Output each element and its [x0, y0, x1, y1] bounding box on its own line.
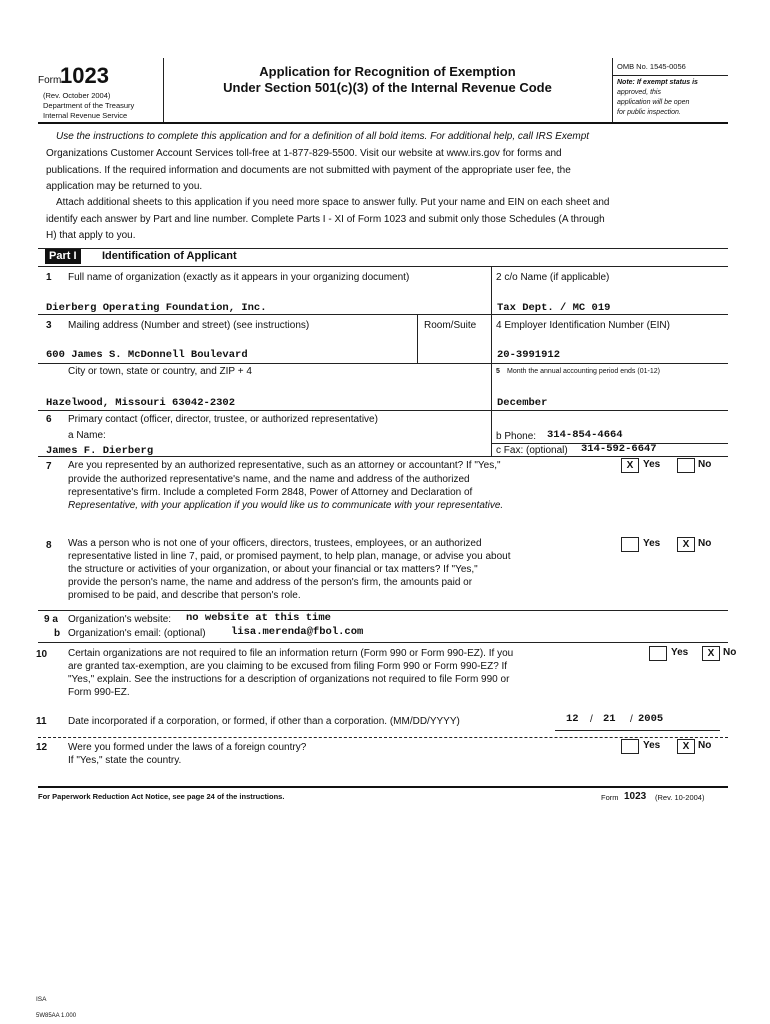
q7-line1: Are you represented by an authorized representative, such as an attorney or accountant? If "Yes,"	[68, 460, 501, 471]
line1-label: Full name of organization (exactly as it appears in your organizing document)	[68, 272, 410, 283]
q8-yes-label: Yes	[643, 538, 661, 549]
intro-line5: Attach additional sheets to this application if you need more space to answer fully. Put your name and EIN on each sheet and	[56, 197, 610, 208]
intro-line7: H) that apply to you.	[46, 230, 136, 241]
q8-line4: provide the person's name, the name and address of the person's firm, the amounts paid or	[68, 577, 473, 588]
line1-number: 1	[46, 272, 52, 283]
part-label: Part I	[45, 249, 81, 264]
q12-line1: Were you formed under the laws of a foreign country?	[68, 742, 307, 753]
line6b-label: b Phone:	[496, 431, 537, 442]
omb-number: OMB No. 1545-0056	[617, 62, 686, 71]
part-title: Identification of Applicant	[102, 250, 237, 262]
q7-no-checkbox[interactable]	[677, 458, 695, 473]
line6-number: 6	[46, 414, 52, 425]
q8-no-checkbox[interactable]: X	[677, 537, 695, 552]
line3-number: 3	[46, 320, 52, 331]
q9a-label: Organization's website:	[68, 614, 172, 625]
q7-line3: representative's firm. Include a completed Form 2848, Power of Attorney and Declaration of	[68, 487, 473, 498]
q8-no-label: No	[698, 538, 712, 549]
q7-yes-checkbox[interactable]: X	[621, 458, 639, 473]
q7-no-label: No	[698, 459, 712, 470]
q8-yes-checkbox[interactable]	[621, 537, 639, 552]
note-line1: Note: If exempt status is	[617, 79, 698, 86]
incorporation-day[interactable]: 21	[603, 713, 616, 725]
q10-line2: are granted tax-exemption, are you claiming to be excused from filing Form 990 or Form 990-EZ? If	[68, 661, 508, 672]
q10-line1: Certain organizations are not required to file an information return (Form 990 or Form 990-EZ). If you	[68, 648, 514, 659]
city-label: City or town, state or country, and ZIP + 4	[68, 366, 252, 377]
q9b-label: Organization's email: (optional)	[68, 628, 206, 639]
email-value[interactable]: lisa.merenda@fbol.com	[231, 626, 364, 638]
date-separator-1: /	[590, 714, 593, 725]
q10-yes-checkbox[interactable]	[649, 646, 667, 661]
q12-number: 12	[36, 742, 48, 753]
date-separator-2: /	[630, 714, 633, 725]
q7-line2: provide the authorized representative's name, and the name and address of the authorized	[68, 474, 470, 485]
note-line4: for public inspection.	[617, 109, 681, 116]
q10-yes-label: Yes	[671, 647, 689, 658]
intro-line1: Use the instructions to complete this application and for a definition of all bold items. For additional help, call IRS Exempt	[56, 131, 590, 142]
footer-form-revision: (Rev. 10-2004)	[655, 793, 705, 802]
line3-label: Mailing address (Number and street) (see instructions)	[68, 320, 310, 331]
org-name-value[interactable]: Dierberg Operating Foundation, Inc.	[46, 302, 267, 314]
department: Department of the Treasury	[43, 101, 135, 110]
form-number: 1023	[60, 63, 109, 88]
q7-number: 7	[46, 461, 52, 472]
note-line2: approved, this	[617, 89, 661, 96]
software-code: 5W85AA 1.000	[36, 1013, 77, 1019]
q9a-number: 9 a	[44, 614, 58, 625]
care-of-value[interactable]: Tax Dept. / MC 019	[497, 302, 611, 314]
intro-line4: application may be returned to you.	[46, 181, 203, 192]
q10-no-label: No	[723, 647, 737, 658]
form-title-line2: Under Section 501(c)(3) of the Internal Revenue Code	[223, 80, 552, 95]
city-value[interactable]: Hazelwood, Missouri 63042-2302	[46, 397, 236, 409]
line5-label: Month the annual accounting period ends (01-12)	[507, 368, 660, 375]
q12-yes-label: Yes	[643, 740, 661, 751]
q10-line3: "Yes," explain. See the instructions for a description of organizations not required to file Form 990 or	[68, 674, 510, 685]
q7-yes-label: Yes	[643, 459, 661, 470]
q12-yes-checkbox[interactable]	[621, 739, 639, 754]
line5-number: 5	[496, 368, 500, 375]
form-word: Form	[38, 75, 62, 86]
q10-line4: Form 990-EZ.	[68, 687, 130, 698]
q8-line2: representative listed in line 7, paid, or promised payment, to help plan, manage, or advise you about	[68, 551, 511, 562]
intro-line6: identify each answer by Part and line number. Complete Parts I - XI of Form 1023 and submit only those Schedules (A through	[46, 214, 605, 225]
footer-form-number: 1023	[624, 791, 647, 802]
line6c-label: c Fax: (optional)	[496, 445, 568, 456]
phone-value[interactable]: 314-854-4664	[547, 429, 623, 441]
q7-line4: Representative, with your application if you would like us to communicate with your representative.	[68, 500, 504, 511]
paperwork-notice: For Paperwork Reduction Act Notice, see page 24 of the instructions.	[38, 792, 285, 801]
line6a-label: a Name:	[68, 430, 106, 441]
contact-name-value[interactable]: James F. Dierberg	[46, 445, 154, 457]
room-suite-label: Room/Suite	[424, 320, 477, 331]
q8-number: 8	[46, 540, 52, 551]
q11-label: Date incorporated if a corporation, or formed, if other than a corporation. (MM/DD/YYYY)	[68, 716, 460, 727]
q11-number: 11	[36, 716, 47, 727]
q12-no-checkbox[interactable]: X	[677, 739, 695, 754]
isa-mark: ISA	[36, 996, 47, 1003]
form-title-line1: Application for Recognition of Exemption	[259, 64, 516, 79]
fax-value[interactable]: 314-592-6647	[581, 443, 657, 455]
incorporation-year[interactable]: 2005	[638, 713, 664, 725]
q10-no-checkbox[interactable]: X	[702, 646, 720, 661]
q8-line1: Was a person who is not one of your officers, directors, trustees, employees, or an authorized	[68, 538, 482, 549]
q12-no-label: No	[698, 740, 712, 751]
intro-line2: Organizations Customer Account Services toll-free at 1-877-829-5500. Visit our website at www.irs.gov for forms and	[46, 148, 562, 159]
line2-label: 2 c/o Name (if applicable)	[496, 272, 610, 283]
line4-label: 4 Employer Identification Number (EIN)	[496, 320, 670, 331]
q12-line2: If "Yes," state the country.	[68, 755, 182, 766]
line6-label: Primary contact (officer, director, trustee, or authorized representative)	[68, 414, 378, 425]
website-value[interactable]: no website at this time	[186, 612, 331, 624]
ein-value[interactable]: 20-3991912	[497, 349, 561, 361]
incorporation-month[interactable]: 12	[566, 713, 579, 725]
mailing-address-value[interactable]: 600 James S. McDonnell Boulevard	[46, 349, 248, 361]
accounting-month-value[interactable]: December	[497, 397, 548, 409]
q9b-number: b	[54, 628, 61, 639]
form-revision: (Rev. October 2004)	[43, 91, 111, 100]
q10-number: 10	[36, 649, 48, 660]
q8-line3: the structure or activities of your organization, or about your financial or tax matters? If "Yes,"	[68, 564, 478, 575]
intro-line3: publications. If the required information and documents are not submitted with payment of the appropriate user fee, the	[46, 165, 571, 176]
note-line3: application will be open	[617, 99, 690, 106]
irs-name: Internal Revenue Service	[43, 111, 128, 120]
footer-form-word: Form	[601, 793, 619, 802]
q8-line5: promised to be paid, and describe that person's role.	[68, 590, 301, 601]
